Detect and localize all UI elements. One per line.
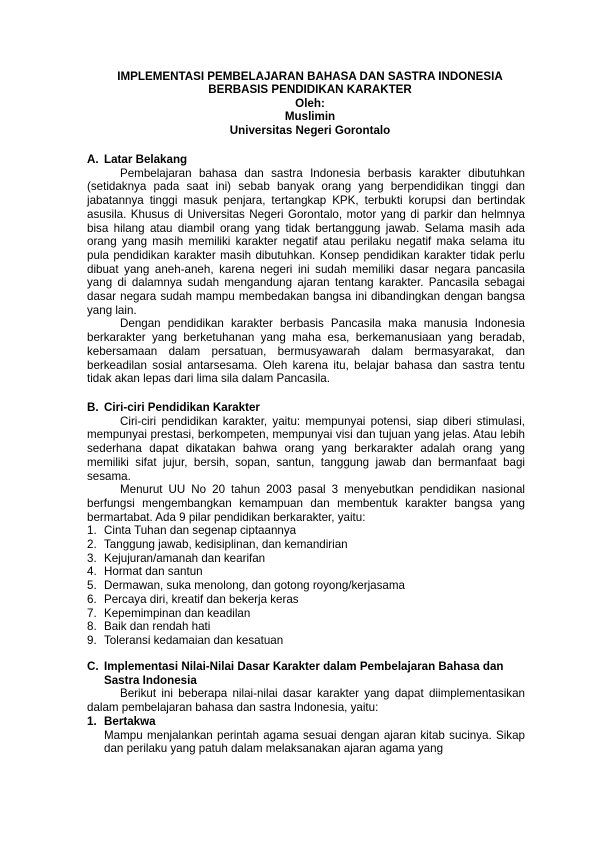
list-item-text: Baik dan rendah hati xyxy=(104,620,211,634)
section-c-title: Implementasi Nilai-Nilai Dasar Karakter dalam Pembelajaran Bahasa dan Sastra Indonesia xyxy=(104,660,504,687)
list-item xyxy=(87,579,525,593)
list-item-number: 8. xyxy=(87,620,97,634)
section-a-label: A. xyxy=(87,153,99,166)
list-item xyxy=(87,634,525,648)
list-item xyxy=(87,620,525,634)
title-line-2: BERBASIS PENDIDIKAN KARAKTER xyxy=(208,83,412,97)
section-b-title: Ciri-ciri Pendidikan Karakter xyxy=(104,401,260,414)
section-b-label: B. xyxy=(87,401,99,414)
title-line-1: IMPLEMENTASI PEMBELAJARAN BAHASA DAN SASTRA INDONESIA xyxy=(117,70,503,83)
subsection-1-title: Bertakwa xyxy=(104,714,156,728)
subsection-1-heading xyxy=(87,715,525,729)
list-item xyxy=(87,565,525,579)
subsection-1-text: Mampu menjalankan perintah agama sesuai dengan ajaran kitab sucinya. Sikap dan perilaku yang patuh dalam melaksanakan ajaran agama yang xyxy=(104,728,525,756)
section-b xyxy=(87,401,525,648)
section-b-heading xyxy=(87,401,525,415)
list-item-text: Dermawan, suka menolong, dan gotong royong/kerjasama xyxy=(104,579,405,593)
list-item-number: 9. xyxy=(87,633,97,647)
list-item-text: Tanggung jawab, kedisiplinan, dan kemandirian xyxy=(104,538,348,552)
list-item xyxy=(87,552,525,566)
list-item-number: 6. xyxy=(87,592,97,606)
list-item-number: 1. xyxy=(87,524,97,538)
section-a-paragraph-1: Pembelajaran bahasa dan sastra Indonesia berbasis karakter dibutuhkan (setidaknya pada saat ini) sebab banyak orang yang berpendidikan tinggi dan jabatannya tinggi masuk penjara, tertangkap KPK, terbukti korupsi dan bertindak asusila. Khusus di Universitas Negeri Gorontalo, motor yang di parkir dan helmnya bisa hilang atau diambil orang yang tidak bertanggung jawab. Selama masih ada orang yang masih memiliki karakter negatif atau perilaku negatif maka selama itu pula pendidikan karakter masih dibutuhkan. Konsep pendidikan karakter tidak perlu dibuat yang aneh-aneh, karena negeri ini sudah memiliki dasar negara pancasila yang di dalamnya sudah mengandung ajaran tentang karakter. Pancasila sebagai dasar negara sudah mampu membedakan bangsa ini dibandingkan dengan bangsa yang lain. xyxy=(87,166,525,317)
list-item xyxy=(87,538,525,552)
subsection-1-body xyxy=(87,729,525,756)
section-a-heading xyxy=(87,153,525,167)
list-item-number: 4. xyxy=(87,565,97,579)
list-item-text: Kepemimpinan dan keadilan xyxy=(104,606,251,620)
author-affiliation: Universitas Negeri Gorontalo xyxy=(229,123,391,137)
section-a-paragraph-2: Dengan pendidikan karakter berbasis Pancasila maka manusia Indonesia berkarakter yang berketuhanan yang maha esa, berkemanusiaan yang beradab, kebersamaan dalam persatuan, bermusyawarah dalam bermasyarakat, dan berkeadilan sosial antarsesama. Oleh karena itu, belajar bahasa dan sastra tentu tidak akan lepas dari lima sila dalam Pancasila. xyxy=(87,317,525,386)
list-item-number: 3. xyxy=(87,551,97,565)
section-c-heading xyxy=(87,660,525,687)
list-item xyxy=(87,593,525,607)
list-item-text: Hormat dan santun xyxy=(104,565,203,579)
section-c-label: C. xyxy=(87,660,99,673)
list-item xyxy=(87,607,525,621)
list-item-text: Kejujuran/amanah dan kearifan xyxy=(104,551,266,565)
byline-label: Oleh: xyxy=(295,96,325,110)
list-item-text: Toleransi kedamaian dan kesatuan xyxy=(104,633,284,647)
section-b-paragraph-1: Ciri-ciri pendidikan karakter, yaitu: mempunyai potensi, siap diberi stimulasi, mempunyai prestasi, berkompeten, mempunyai visi dan tujuan yang jelas. Atau lebih sederhana dapat dikatakan bahwa orang yang berkarakter adalah orang yang memiliki sifat jujur, bersih, sopan, santun, tanggung jawab dan bermanfaat bagi sesama. xyxy=(87,414,525,483)
list-item-number: 5. xyxy=(87,579,97,593)
list-item xyxy=(87,524,525,538)
section-c xyxy=(87,660,525,756)
section-c-paragraph-1: Berikut ini beberapa nilai-nilai dasar karakter yang dapat diimplementasikan dalam pembelajaran bahasa dan sastra Indonesia, yaitu: xyxy=(87,687,525,715)
list-item-text: Cinta Tuhan dan segenap ciptaannya xyxy=(104,524,297,538)
section-b-paragraph-2: Menurut UU No 20 tahun 2003 pasal 3 menyebutkan pendidikan nasional berfungsi mengembangkan kemampuan dan membentuk karakter bangsa yang bermartabat. Ada 9 pilar pendidikan berkarakter, yaitu: xyxy=(87,483,525,524)
author-name: Muslimin xyxy=(284,110,336,124)
list-item-number: 2. xyxy=(87,538,97,552)
subsection-1-number: 1. xyxy=(87,714,97,728)
section-a xyxy=(87,153,525,386)
title-block xyxy=(70,70,550,137)
list-item-number: 7. xyxy=(87,606,97,620)
pillar-list xyxy=(87,524,525,647)
list-item-text: Percaya diri, kreatif dan bekerja keras xyxy=(104,592,299,606)
section-a-title: Latar Belakang xyxy=(104,153,188,166)
